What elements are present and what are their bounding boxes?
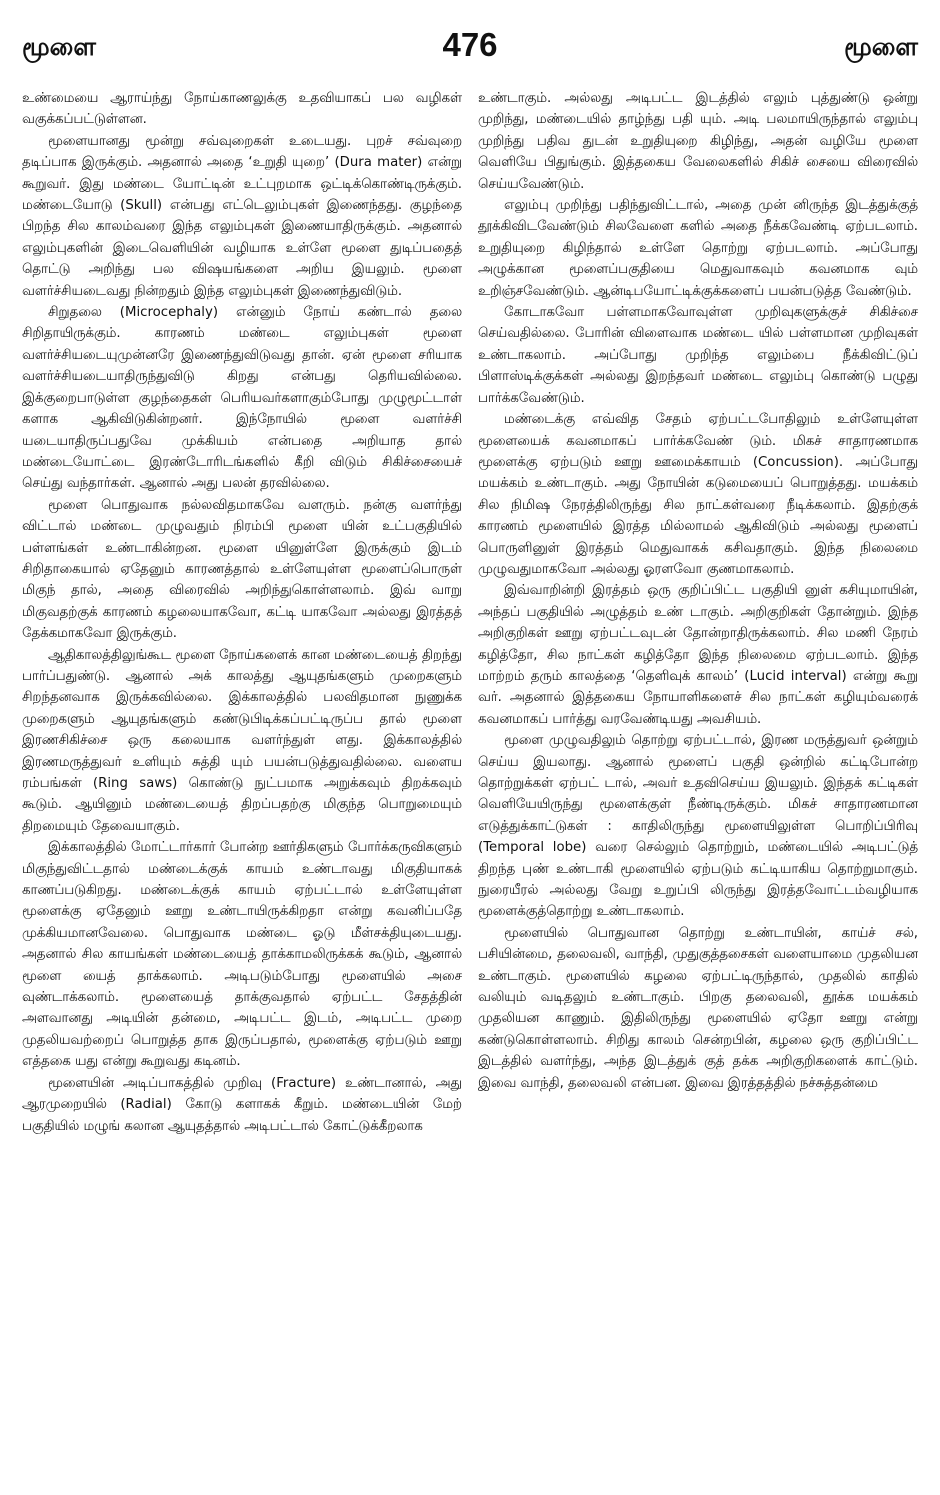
paragraph: சிறுதலை (Microcephaly) என்னும் நோய் கண்டால் தலை சிறிதாயிருக்கும். காரணம் மண்டை எலும்புகள் மூளை வளர்ச்சியடையுமுன்னரே இணைந்துவிடுவது தான். ஏன் மூளை சரியாக வளர்ச்சியடையாதிருந்துவிடு கிறது என்பது தெரியவில்லை. இக்குறைபாடுள்ள குழந்தைகள் பெரியவர்களாகும்போது முழுமூட்டாள் களாக ஆகிவிடுகின்றனர். இந்நோயில் மூளை வளர்ச்சி யடையாதிருப்பதுவே முக்கியம் என்பதை அறியாத தால் மண்டையோட்டை இரண்டோரிடங்களில் கீறி விடும் சிகிச்சையைச் செய்து வந்தார்கள். ஆனால் அது பலன் தரவில்லை.: [22, 305, 462, 492]
page-number: 476: [442, 26, 498, 63]
paragraph: எலும்பு முறிந்து பதிந்துவிட்டால், அதை முன் னிருந்த இடத்துக்குத் தூக்கிவிடவேண்டும் சிலவேளை களில் அதை நீக்கவேண்டி ஏற்படலாம். உறுதியுறை கிழிந்தால் உள்ளே தொற்று ஏற்படலாம். அப்போது அழுக்கான மூளைப்பகுதியை மெதுவாகவும் கவனமாக வும் உறிஞ்சவேண்டும். ஆன்டிபயோட்டிக்குக்களைப் பயன்படுத்த வேண்டும்.: [478, 198, 918, 299]
paragraph: மூளை முழுவதிலும் தொற்று ஏற்பட்டால், இரண மருத்துவர் ஒன்றும் செய்ய இயலாது. ஆனால் மூளைப் பகுதி ஒன்றில் கட்டிபோன்ற தொற்றுக்கள் ஏற்பட் டால், அவர் உதவிசெய்ய இயலும். இந்தக் கட்டிகள் வெளியேயிருந்து மூளைக்குள் நீண்டிருக்கும். மிகச் சாதாரணமான எடுத்துக்காட்டுகள் : காதிலிருந்து மூளையிலுள்ள பொறிப்பிரிவு (Temporal lobe) வரை செல்லும் தொற்றும், மண்டையில் அடிபட்டுத் திறந்த புண் உண்டாகி மூளையில் ஏற்படும் கட்டியாகிய தொற்றுமாகும். நுரையீரல் அல்லது வேறு உறுப்பி லிருந்து இரத்தவோட்டம்வழியாக மூளைக்குத்தொற்று உண்டாகலாம்.: [478, 733, 918, 920]
running-head-right: மூளை: [844, 32, 918, 61]
paragraph: உண்மையை ஆராய்ந்து நோய்காணலுக்கு உதவியாகப் பல வழிகள் வகுக்கப்பட்டுள்ளன.: [22, 91, 462, 128]
paragraph: மூளையில் பொதுவான தொற்று உண்டாயின், காய்ச் சல், பசியின்மை, தலைவலி, வாந்தி, முதுகுத்தசைகள் வளையாமை முதலியன உண்டாகும். மூளையில் கழலை ஏற்பட்டிருந்தால், முதலில் காதில் வலியும் வடிதலும் உண்டாகும். பிறகு தலைவலி, தூக்க மயக்கம் முதலியன காணும். இதிலிருந்து மூளையில் ஏதோ ஊறு என்று கண்டுகொள்ளலாம். சிறிது காலம் சென்றபின், கழலை ஒரு குறிப்பிட்ட இடத்தில் வளர்ந்து, அந்த இடத்துக் குத் தக்க அறிகுறிகளைக் காட்டும். இவை வாந்தி, தலைவலி என்பன. இவை இரத்தத்தில் நச்சுத்தன்மை: [478, 925, 918, 1091]
running-head-left: மூளை: [22, 32, 96, 61]
right-text-column: [478, 88, 918, 1488]
paragraph: இக்காலத்தில் மோட்டார்கார் போன்ற ஊர்திகளும் போர்க்கருவிகளும் மிகுந்துவிட்டதால் மண்டைக்குக் காயம் உண்டாவது மிகுதியாகக் காணப்படுகிறது. மண்டைக்குக் காயம் ஏற்பட்டால் உள்ளேயுள்ள மூளைக்கு ஏதேனும் ஊறு உண்டாயிருக்கிறதா என்று கவனிப்பதே முக்கியமானவேலை. பொதுவாக மண்டை ஓடு மீள்சக்தியுடையது. அதனால் சில காயங்கள் மண்டையைத் தாக்காமலிருக்கக் கூடும், ஆனால் மூளை யைத் தாக்கலாம். அடிபடும்போது மூளையில் அசை வுண்டாக்கலாம். மூளையைத் தாக்குவதால் ஏற்பட்ட சேதத்தின் அளவானது அடியின் தன்மை, அடிபட்ட இடம், அடிபட்ட முறை முதலியவற்றைப் பொறுத்த தாக இருப்பதால், மூளைக்கு ஏற்படும் ஊறு எத்தகை யது என்று கூறுவது கடினம்.: [22, 840, 462, 1070]
left-text-column: [22, 88, 462, 1488]
paragraph: உண்டாகும். அல்லது அடிபட்ட இடத்தில் எலும் புத்துண்டு ஒன்று முறிந்து, மண்டையில் தாழ்ந்து பதி யும். அடி பலமாயிருந்தால் எலும்பு முறிந்து பதிவ துடன் உறுதியுறை கிழிந்து, அதன் வழியே மூளை வெளியே பிதுங்கும். இத்தகைய வேலைகளில் சிகிச் சையை விரைவில் செய்யவேண்டும்.: [478, 91, 918, 192]
paragraph: மூளை பொதுவாக நல்லவிதமாகவே வளரும். நன்கு வளர்ந்து விட்டால் மண்டை முழுவதும் நிரம்பி மூளை யின் உட்பகுதியில் பள்ளங்கள் உண்டாகின்றன. மூளை யினுள்ளே இருக்கும் இடம் சிறிதாகையால் ஏதேனும் காரணத்தால் உள்ளேயுள்ள மூளைப்பொருள் மிகுந் தால், அதை விரைவில் அறிந்துகொள்ளலாம். இவ் வாறு மிகுவதற்குக் காரணம் கழலையாகவோ, கட்டி யாகவோ அல்லது இரத்தத் தேக்கமாகவோ இருக்கும்.: [22, 497, 462, 642]
paragraph: ஆதிகாலத்திலுங்கூட மூளை நோய்களைக் கான மண்டையைத் திறந்து பார்ப்பதுண்டு. ஆனால் அக் காலத்து ஆயுதங்களும் முறைகளும் சிறந்தனவாக இருக்கவில்லை. இக்காலத்தில் பலவிதமான நுணுக்க முறைகளும் ஆயுதங்களும் கண்டுபிடிக்கப்பட்டிருப்ப தால் மூளை இரணசிகிச்சை ஒரு கலையாக வளர்ந்துள் ளது. இக்காலத்தில் இரணமருத்துவர் உளியும் சுத்தி யும் பயன்படுத்துவதில்லை. வளைய ரம்பங்கள் (Ring saws) கொண்டு நுட்பமாக அறுக்கவும் திறக்கவும் கூடும். ஆயினும் மண்டையைத் திறப்பதற்கு மிகுந்த பொறுமையும் திறமையும் தேவையாகும்.: [22, 647, 462, 834]
paragraph: இவ்வாறின்றி இரத்தம் ஒரு குறிப்பிட்ட பகுதியி னுள் கசியுமாயின், அந்தப் பகுதியில் அழுத்தம் உண் டாகும். அறிகுறிகள் தோன்றும். இந்த அறிகுறிகள் ஊறு ஏற்பட்டவுடன் தோன்றாதிருக்கலாம். சில மணி நேரம் கழித்தோ, சில நாட்கள் கழித்தோ இந்த நிலைமை ஏற்படலாம். இந்த மாற்றம் தரும் காலத்தை ‘தெளிவுக் காலம்’ (Lucid interval) என்று கூறு வர். அதனால் இத்தகைய நோயாளிகளைச் சில நாட்கள் கழியும்வரைக் கவனமாகப் பார்த்து வரவேண்டியது அவசியம்.: [478, 583, 918, 727]
paragraph: கோடாகவோ பள்ளமாகவோவுள்ள முறிவுகளுக்குச் சிகிச்சை செய்வதில்லை. போரின் விளைவாக மண்டை யில் பள்ளமான முறிவுகள் உண்டாகலாம். அப்போது முறிந்த எலும்பை நீக்கிவிட்டுப் பிளாஸ்டிக்குக்கள் அல்லது இறந்தவர் மண்டை எலும்பு கொண்டு பழுது பார்க்கவேண்டும்.: [478, 305, 918, 406]
paragraph: மூளையின் அடிப்பாகத்தில் முறிவு (Fracture) உண்டானால், அது ஆரமுறையில் (Radial) கோடு களாகக் கீறும். மண்டையின் மேற் பகுதியில் மழுங் கலான ஆயுதத்தால் அடிபட்டால் கோட்டுக்கீறலாக: [22, 1075, 462, 1134]
paragraph: மூளையானது மூன்று சவ்வுறைகள் உடையது. புறச் சவ்வுறை தடிப்பாக இருக்கும். அதனால் அதை ‘உறுதி யுறை’ (Dura mater) என்று கூறுவர். இது மண்டை யோட்டின் உட்புறமாக ஒட்டிக்கொண்டிருக்கும். மண்டையோடு (Skull) என்பது எட்டெலும்புகள் இணைந்தது. குழந்தை பிறந்த சில காலம்வரை இந்த எலும்புகள் இணையாதிருக்கும். அதனால் எலும்புகளின் இடைவெளியின் வழியாக உள்ளே மூளை துடிப்பதைத் தொட்டு அறிந்து பல விஷயங்களை அறிய இயலும். மூளை வளர்ச்சியடைவது நின்றதும் இந்த எலும்புகள் இணைந்துவிடும்.: [22, 133, 462, 299]
paragraph: மண்டைக்கு எவ்வித சேதம் ஏற்பட்டபோதிலும் உள்ளேயுள்ள மூளையைக் கவனமாகப் பார்க்கவேண் டும். மிகச் சாதாரணமாக மூளைக்கு ஏற்படும் ஊறு ஊமைக்காயம் (Concussion). அப்போது மயக்கம் உண்டாகும். அது நோயின் கடுமையைப் பொறுத்தது. மயக்கம் சில நிமிஷ நேரத்திலிருந்து சில நாட்கள்வரை நீடிக்கலாம். இதற்குக் காரணம் மூளையில் இரத்த மில்லாமல் ஆகிவிடும் அல்லது மூளைப் பொருளினுள் இரத்தம் மெதுவாகக் கசிவதாகும். இந்த நிலைமை முழுவதுமாகவோ அல்லது ஓரளவோ குணமாகலாம்.: [478, 412, 918, 577]
